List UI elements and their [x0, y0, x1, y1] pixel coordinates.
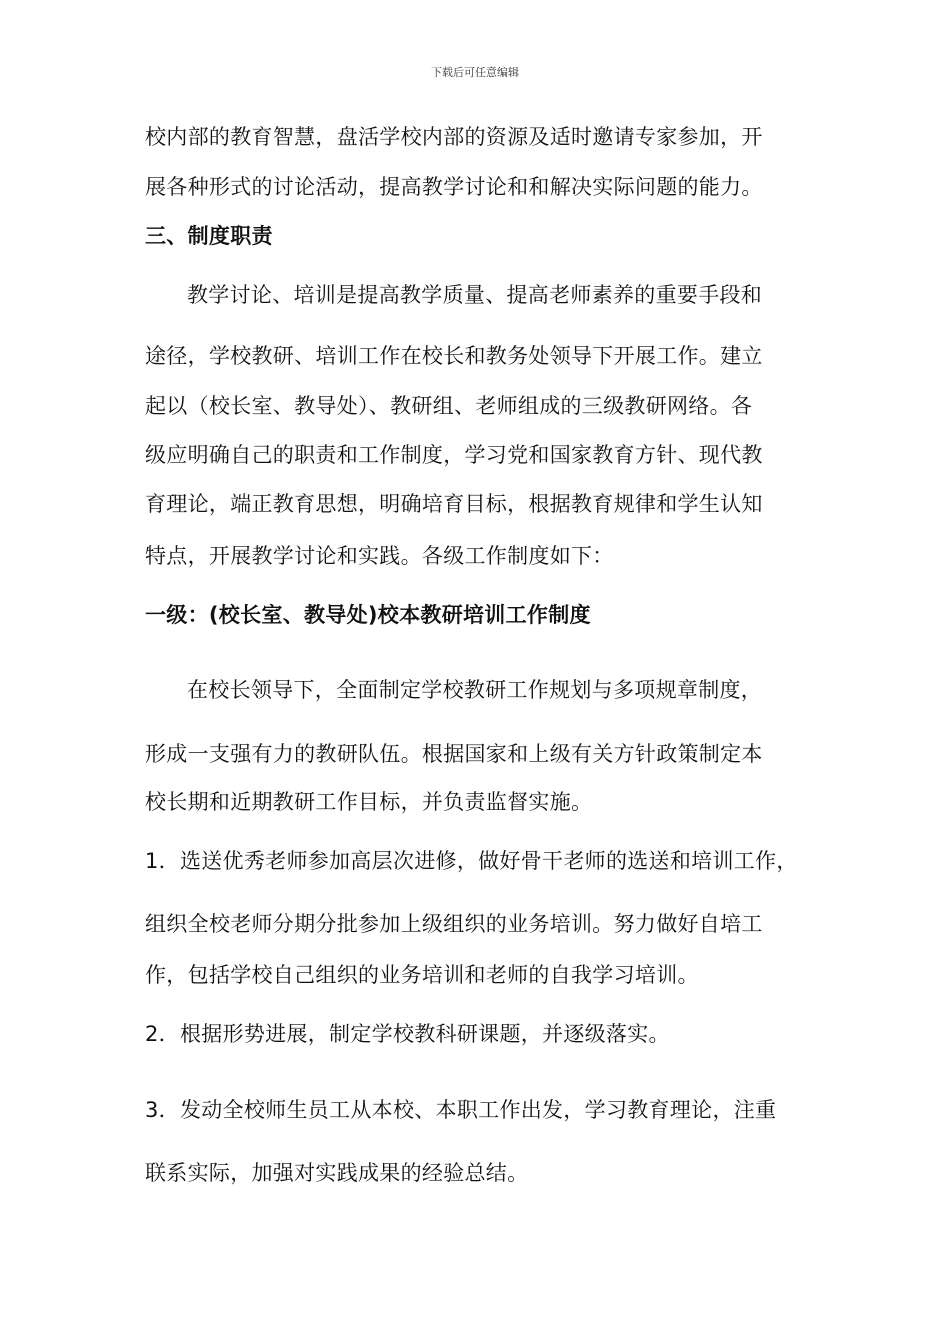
page-header: 下载后可任意编辑 [431, 66, 519, 79]
paragraph-line: 校长期和近期教研工作目标，并负责监督实施。 [145, 790, 593, 814]
paragraph-line: 在校长领导下，全面制定学校教研工作规划与多项规章制度， [187, 678, 763, 702]
paragraph-line: 展各种形式的讨论活动，提高教学讨论和和解决实际问题的能力。 [145, 175, 763, 199]
paragraph-line: 作，包括学校自己组织的业务培训和老师的自我学习培训。 [145, 963, 699, 987]
list-item: 1．选送优秀老师参加高层次进修，做好骨干老师的选送和培训工作， [145, 849, 798, 873]
list-item: 3．发动全校师生员工从本校、本职工作出发，学习教育理论，注重 [145, 1098, 777, 1122]
list-item: 2．根据形势进展，制定学校教科研课题，并逐级落实。 [145, 1022, 670, 1046]
paragraph-line: 联系实际，加强对实践成果的经验总结。 [145, 1161, 529, 1185]
paragraph-line: 特点，开展教学讨论和实践。各级工作制度如下： [145, 544, 614, 568]
section-heading: 三、制度职责 [145, 224, 273, 248]
paragraph-line: 形成一支强有力的教研队伍。根据国家和上级有关方针政策制定本 [145, 742, 763, 766]
paragraph-line: 级应明确自己的职责和工作制度，学习党和国家教育方针、现代教 [145, 443, 763, 467]
paragraph-line: 育理论，端正教育思想，明确培育目标，根据教育规律和学生认知 [145, 492, 763, 516]
paragraph-line: 校内部的教育智慧，盘活学校内部的资源及适时邀请专家参加，开 [145, 125, 763, 149]
paragraph-line: 途径，学校教研、培训工作在校长和教务处领导下开展工作。建立 [145, 344, 763, 368]
paragraph-line: 教学讨论、培训是提高教学质量、提高老师素养的重要手段和 [187, 283, 763, 307]
paragraph-line: 组织全校老师分期分批参加上级组织的业务培训。努力做好自培工 [145, 912, 763, 936]
paragraph-line: 起以（校长室、教导处）、教研组、老师组成的三级教研网络。各 [145, 394, 753, 418]
subsection-heading: 一级：(校长室、教导处)校本教研培训工作制度 [145, 603, 591, 627]
